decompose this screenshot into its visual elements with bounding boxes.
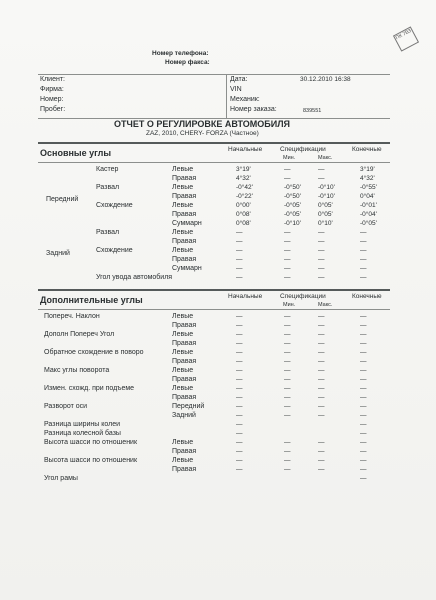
row-side: Правая [172,376,197,383]
section-heading: Дополнительные углы [40,295,143,305]
row-max-value: — [318,331,325,338]
section-header-rule [38,309,390,310]
col-final-header: Конечные [352,293,382,300]
row-max-value: — [318,448,325,455]
row-max-value: — [318,340,325,347]
row-side: Левые [172,367,194,374]
col-final-header: Конечные [352,146,382,153]
row-min-value: -0°50' [284,184,301,191]
row-side: Левые [172,457,194,464]
date-value: 30.12.2010 16:38 [300,76,351,83]
row-initial-value: — [236,457,243,464]
row-min-value: — [284,340,291,347]
row-final-value: -0°05' [360,220,377,227]
row-final-value: — [360,265,367,272]
row-final-value: -0°04' [360,211,377,218]
row-parameter: Развал [96,184,120,191]
col-spec-header: Спецификации [280,146,326,153]
row-final-value: — [360,439,367,446]
row-min-value: — [284,274,291,281]
row-min-value: -0°50' [284,193,301,200]
row-min-value: — [284,166,291,173]
row-max-value: — [318,358,325,365]
row-max-value: — [318,394,325,401]
row-final-value: — [360,340,367,347]
row-side: Правая [172,322,197,329]
row-min-value: — [284,466,291,473]
row-max-value: — [318,265,325,272]
row-final-value: — [360,247,367,254]
row-final-value: — [360,256,367,263]
row-max-value: — [318,412,325,419]
row-final-value: — [360,403,367,410]
row-initial-value: — [236,274,243,281]
row-side: Правая [172,238,197,245]
row-side: Левые [172,331,194,338]
row-final-value: -0°01' [360,202,377,209]
row-min-value: — [284,385,291,392]
info-divider [226,74,227,118]
row-max-value: — [318,166,325,173]
row-min-value: — [284,322,291,329]
row-min-value: — [284,439,291,446]
row-final-value: — [360,457,367,464]
row-initial-value: — [236,322,243,329]
client-label: Клиент: [40,76,65,83]
firm-label: Фирма: [40,86,64,93]
row-min-value: — [284,367,291,374]
row-side: Левые [172,349,194,356]
row-max-value: — [318,238,325,245]
row-final-value: — [360,313,367,320]
section-heading: Основные углы [40,148,112,158]
row-final-value: 0°04' [360,193,375,200]
row-min-value: — [284,412,291,419]
row-initial-value: — [236,256,243,263]
row-max-value: -0°10' [318,184,335,191]
col-initial-header: Начальные [228,293,263,300]
row-final-value: 4°32' [360,175,375,182]
col-initial-header: Начальные [228,146,263,153]
row-side: Правая [172,394,197,401]
col-max-header: Макс. [318,302,333,308]
row-max-value: — [318,403,325,410]
row-min-value: -0°05' [284,202,301,209]
row-max-value: 0°10' [318,220,333,227]
row-min-value: — [284,376,291,383]
row-parameter: Разворот оси [44,403,88,410]
row-final-value: — [360,331,367,338]
row-parameter: Дополн Попереч Угол [44,331,115,338]
row-final-value: — [360,349,367,356]
row-initial-value: — [236,349,243,356]
row-side: Правая [172,358,197,365]
phone-label: Номер телефона: [152,50,209,57]
row-max-value: 0°05' [318,202,333,209]
section-top-rule [38,142,390,144]
row-initial-value: — [236,340,243,347]
row-parameter: Разница колесной базы [44,430,121,437]
row-final-value: — [360,385,367,392]
row-initial-value: 0°00' [236,202,251,209]
col-spec-header: Спецификации [280,293,326,300]
row-max-value: — [318,439,325,446]
row-side: Левые [172,439,194,446]
row-side: Правая [172,466,197,473]
row-initial-value: -0°22' [236,193,253,200]
row-parameter: Измен. схожд. при подъеме [44,385,135,392]
row-initial-value: — [236,331,243,338]
row-initial-value: — [236,421,243,428]
date-label: Дата: [230,76,248,83]
row-max-value: 0°05' [318,211,333,218]
row-min-value: — [284,238,291,245]
row-max-value: — [318,322,325,329]
row-min-value: — [284,403,291,410]
row-side: Правая [172,211,197,218]
row-side: Правая [172,340,197,347]
row-side: Суммарн [172,220,202,227]
row-min-value: — [284,229,291,236]
row-parameter: Высота шасси по отношеник [44,439,138,446]
row-max-value: — [318,376,325,383]
row-min-value: — [284,358,291,365]
row-final-value: — [360,376,367,383]
row-initial-value: — [236,376,243,383]
row-final-value: — [360,430,367,437]
row-final-value: — [360,466,367,473]
row-min-value: -0°10' [284,220,301,227]
row-side: Левые [172,313,194,320]
row-final-value: — [360,421,367,428]
row-initial-value: — [236,466,243,473]
row-side: Левые [172,184,194,191]
row-parameter: Макс углы поворота [44,367,110,374]
row-final-value: 3°19' [360,166,375,173]
col-min-header: Мин. [283,302,296,308]
row-initial-value: — [236,313,243,320]
row-min-value: — [284,394,291,401]
row-final-value: — [360,322,367,329]
row-parameter: Разница ширины колеи [44,421,121,428]
row-min-value: — [284,448,291,455]
row-parameter: Обратное схождение в поворо [44,349,144,356]
row-max-value: — [318,229,325,236]
info-top-rule [38,74,390,75]
col-max-header: Макс. [318,155,333,161]
row-parameter: Высота шасси по отношеник [44,457,138,464]
row-initial-value: — [236,448,243,455]
row-final-value: — [360,274,367,281]
row-initial-value: — [236,412,243,419]
row-side: Правая [172,448,197,455]
col-min-header: Мин. [283,155,296,161]
row-initial-value: — [236,238,243,245]
row-side: Левые [172,229,194,236]
row-initial-value: -0°42' [236,184,253,191]
row-initial-value: 0°08' [236,211,251,218]
row-side: Правая [172,256,197,263]
row-final-value: — [360,475,367,482]
report-subtitle: ZAZ, 2010, CHERY- FORZA (Частное) [146,130,259,137]
row-initial-value: — [236,394,243,401]
row-side: Суммарн [172,265,202,272]
row-side: Левые [172,385,194,392]
row-side: Задний [172,412,196,419]
row-parameter: Попереч. Наклон [44,313,100,320]
row-final-value: -0°55' [360,184,377,191]
row-min-value: — [284,457,291,464]
row-initial-value: 0°08' [236,220,251,227]
row-final-value: — [360,238,367,245]
row-final-value: — [360,394,367,401]
mechanic-label: Механик: [230,96,260,103]
row-min-value: -0°05' [284,211,301,218]
row-final-value: — [360,367,367,374]
row-final-value: — [360,229,367,236]
row-max-value: — [318,349,325,356]
row-initial-value: — [236,385,243,392]
row-initial-value: — [236,403,243,410]
row-min-value: — [284,349,291,356]
row-min-value: — [284,256,291,263]
row-max-value: — [318,313,325,320]
number-label: Номер: [40,96,64,103]
row-side: Правая [172,175,197,182]
row-side: Левые [172,247,194,254]
order-value: 839551 [303,108,322,114]
vin-label: VIN [230,86,242,93]
row-side: Левые [172,202,194,209]
row-parameter: Схождение [96,247,133,254]
row-initial-value: 4°32' [236,175,251,182]
front-axle-label: Передний [46,196,79,203]
row-parameter: Схождение [96,202,133,209]
section-top-rule [38,289,390,291]
row-max-value: — [318,247,325,254]
rear-axle-label: Задний [46,250,70,257]
row-side: Передний [172,403,205,410]
row-parameter: Угол рамы [44,475,78,482]
row-min-value: — [284,175,291,182]
row-min-value: — [284,247,291,254]
row-initial-value: 3°19' [236,166,251,173]
row-max-value: — [318,457,325,464]
report-title: ОТЧЕТ О РЕГУЛИРОВКЕ АВТОМОБИЛЯ [114,119,291,129]
row-initial-value: — [236,265,243,272]
row-max-value: — [318,274,325,281]
row-min-value: — [284,331,291,338]
row-max-value: — [318,256,325,263]
row-initial-value: — [236,358,243,365]
row-max-value: — [318,385,325,392]
row-max-value: -0°10' [318,193,335,200]
row-side: Правая [172,193,197,200]
row-max-value: — [318,367,325,374]
row-side: Левые [172,166,194,173]
order-label: Номер заказа: [230,106,277,113]
row-final-value: — [360,448,367,455]
section-header-rule [38,162,390,163]
row-parameter: Кастер [96,166,119,173]
handwritten-stamp: ПК 7ВЗ [393,26,419,51]
row-min-value: — [284,265,291,272]
row-initial-value: — [236,229,243,236]
mileage-label: Пробег: [40,106,66,113]
row-parameter: Угол увода автомобиля [96,274,173,281]
row-min-value: — [284,313,291,320]
row-initial-value: — [236,247,243,254]
row-initial-value: — [236,430,243,437]
row-final-value: — [360,412,367,419]
row-max-value: — [318,175,325,182]
fax-label: Номер факса: [165,59,210,66]
row-initial-value: — [236,439,243,446]
row-max-value: — [318,466,325,473]
row-final-value: — [360,358,367,365]
row-parameter: Развал [96,229,120,236]
row-initial-value: — [236,367,243,374]
